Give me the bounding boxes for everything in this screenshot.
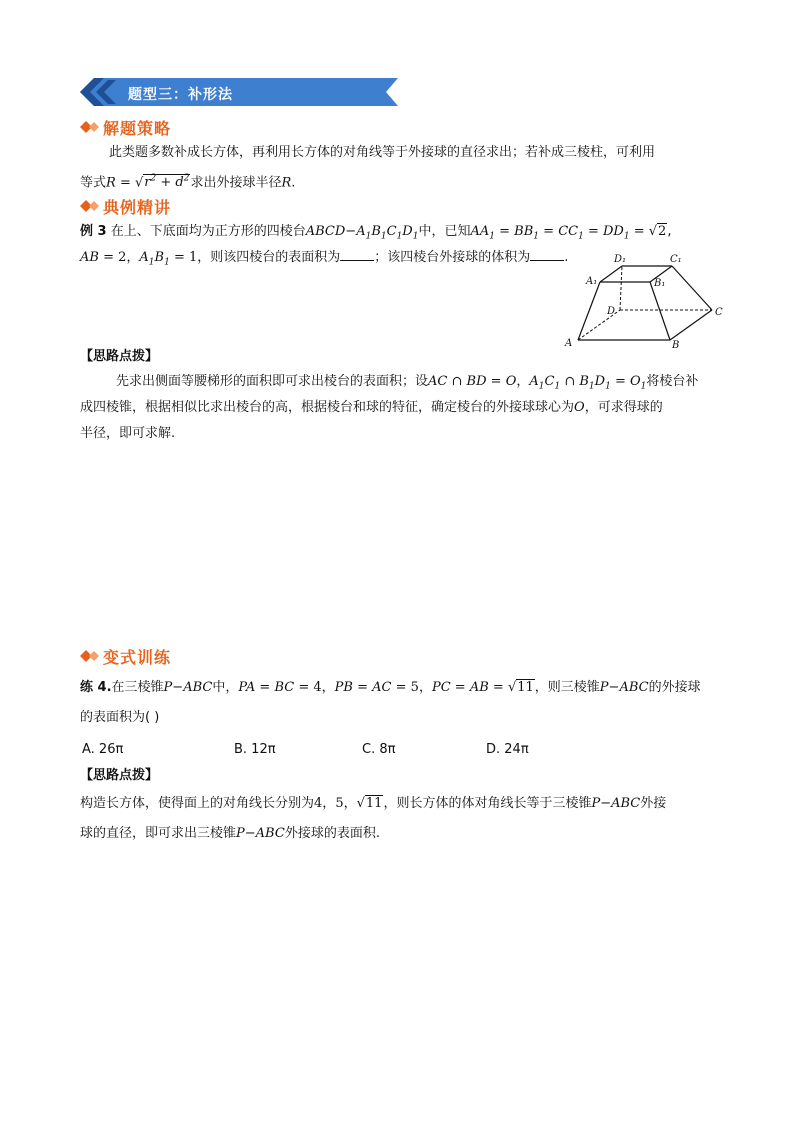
label-C1: C₁: [670, 254, 682, 265]
label-D: D: [607, 306, 616, 317]
strategy-line-2: 等式$R = √r^2 + d^2$求出外接球半径R.: [80, 174, 296, 191]
label-B1: B₁: [654, 278, 666, 289]
label-A1: A₁: [586, 276, 598, 287]
example-heading: 典例精讲: [103, 198, 172, 217]
option-a[interactable]: A. 26π: [82, 742, 124, 757]
strategy-heading: 解题策略: [103, 119, 172, 138]
practice-heading: 变式训练: [103, 648, 172, 667]
example-line-1: 例 3 在上、下底面均为正方形的四棱台$ABCD-A_1B_1C_1D_1$中，已知$AA_1 = BB_1 = CC_1 = DD_1 = √2$,: [80, 224, 672, 242]
example-hint-line-3: 半径，即可求解.: [80, 426, 176, 441]
diamond-arrow-icon: [80, 121, 100, 133]
practice-hint-heading: 【思路点拨】: [80, 768, 159, 783]
example-line-2: AB = 2，$A_1B_1 = 1$，则该四棱台的表面积为 ；该四棱台外接球的体积为 .: [80, 250, 569, 268]
option-d[interactable]: D. 24π: [486, 742, 529, 757]
practice-hint-line-1: 构造长方体，使得面上的对角线长分别为4，5，√11，则长方体的体对角线长等于三棱锥P−ABC外接: [80, 796, 667, 811]
example-hint-line-1: 先求出侧面等腰梯形的面积即可求出棱台的表面积；设AC ∩ BD = O，$A_1C_1$ ∩ $B_1D_1 = O_1$将棱台补: [116, 374, 699, 392]
practice-line-1: 练 4.在三棱锥P−ABC中，PA = BC = 4，PB = AC = 5，PC = AB = √11，则三棱锥P−ABC的外接球: [80, 680, 701, 695]
label-D1: D₁: [614, 254, 627, 265]
label-B: B: [672, 340, 680, 351]
option-c[interactable]: C. 8π: [362, 742, 396, 757]
label-A: A: [565, 338, 573, 349]
example-hint-heading: 【思路点拨】: [80, 349, 159, 364]
frustum-figure: [562, 248, 732, 354]
practice-line-2: 的表面积为( ): [80, 710, 160, 725]
strategy-line-1: 此类题多数补成长方体，再利用长方体的对角线等于外接球的直径求出；若补成三棱柱，可利用: [109, 145, 656, 160]
example-hint-line-2: 成四棱锥，根据相似比求出棱台的高，根据棱台和球的特征，确定棱台的外接球球心为O，可求得球的: [80, 400, 663, 415]
label-C: C: [715, 307, 723, 318]
diamond-arrow-icon: [80, 200, 100, 212]
diamond-arrow-icon: [80, 650, 100, 662]
banner-title: 题型三：补形法: [128, 87, 233, 103]
option-b[interactable]: B. 12π: [234, 742, 276, 757]
practice-hint-line-2: 球的直径，即可求出三棱锥P−ABC外接球的表面积.: [80, 826, 380, 841]
